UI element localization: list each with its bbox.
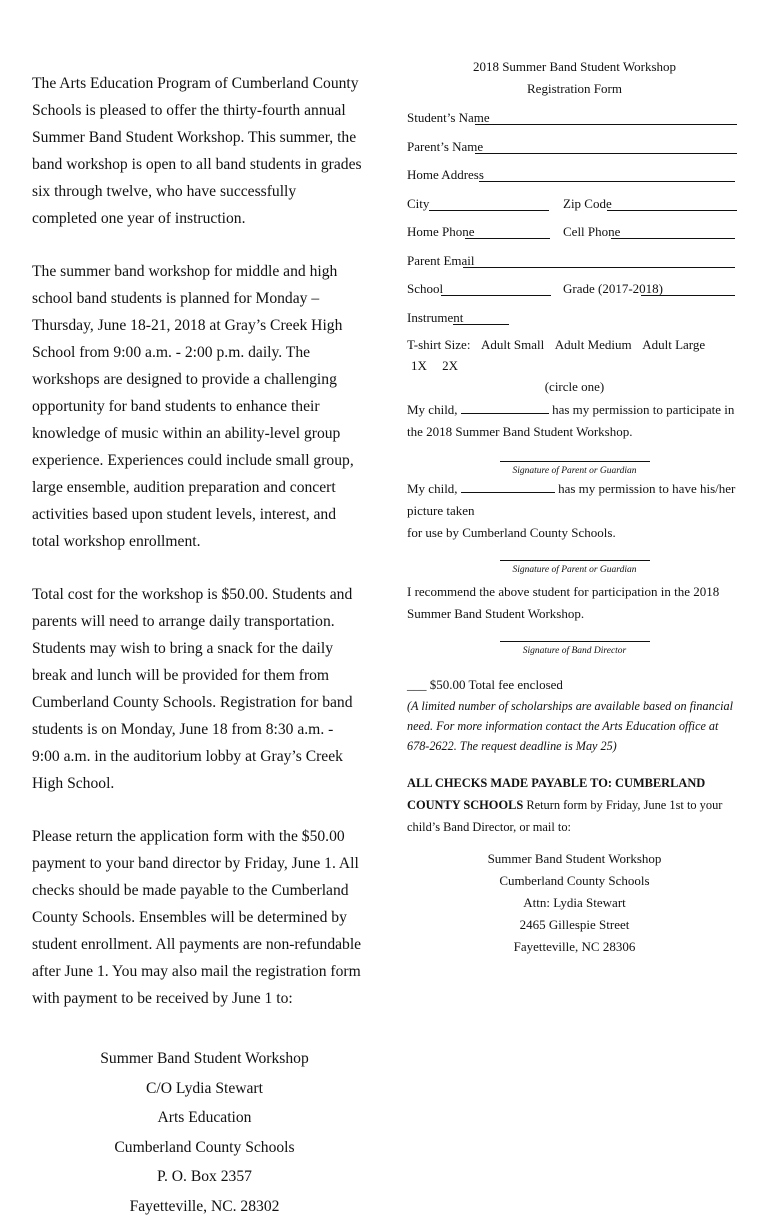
phone-row (407, 214, 742, 243)
grade-label: Grade (2017-2018) (563, 281, 663, 297)
address-line: Summer Band Student Workshop (407, 848, 742, 870)
parent-name-field[interactable] (475, 153, 737, 154)
checks-payable: ALL CHECKS MADE PAYABLE TO: CUMBERLAND COUNTY SCHOOLS (407, 776, 705, 812)
perm-text: My child, (407, 481, 461, 496)
info-column (32, 70, 362, 1221)
child-name-field[interactable] (461, 480, 555, 493)
fee-text: $50.00 Total fee enclosed (427, 677, 563, 692)
address-line: Cumberland County Schools (407, 870, 742, 892)
home-phone-field[interactable] (465, 238, 550, 239)
permission-participate (407, 399, 742, 443)
address-line: 2465 Gillespie Street (407, 914, 742, 936)
instrument-field[interactable] (453, 324, 509, 325)
checks-notice (407, 772, 742, 838)
instrument-label: Instrument (407, 310, 463, 326)
student-name-label: Student’s Name (407, 110, 490, 126)
address-line: Fayetteville, NC. 28302 (32, 1192, 377, 1221)
return-address (407, 848, 742, 958)
school-grade-row (407, 271, 742, 300)
home-address-field[interactable] (479, 181, 735, 182)
city-label: City (407, 196, 429, 212)
form-subtitle: Registration Form (407, 78, 742, 100)
mailing-address (32, 1044, 377, 1221)
tshirt-option[interactable]: 1X (411, 358, 427, 373)
instrument-row (407, 300, 742, 329)
city-field[interactable] (429, 210, 549, 211)
zip-field[interactable] (607, 210, 737, 211)
tshirt-label: T-shirt Size: (407, 337, 470, 352)
perm-text: My child, (407, 402, 461, 417)
parent-signature-caption: Signature of Parent or Guardian (407, 565, 742, 575)
address-line: Fayetteville, NC 28306 (407, 936, 742, 958)
director-signature-caption: Signature of Band Director (407, 646, 742, 656)
parent-signature-caption: Signature of Parent or Guardian (407, 466, 742, 476)
home-phone-label: Home Phone (407, 224, 475, 240)
home-address-row (407, 157, 742, 186)
perm-text: the 2018 Summer Band Student Workshop. (407, 424, 632, 439)
schedule-paragraph: The summer band workshop for middle and high school band students is planned for Monday – Thursday, June 18-21, 2018 at Gray’s Creek High School from 9:00 a.m. - 2:00 p.m. daily. The workshops are designed to provide a challenging opportunity for band students to enhance their knowledge of music within an ability-level group experience. Experiences could include small group, large ensemble, audition preparation and concert activities based upon student levels, interest, and total workshop enrollment. (32, 258, 362, 555)
school-field[interactable] (441, 295, 551, 296)
perm-text: has my permission to participate in (549, 402, 735, 417)
registration-form (407, 56, 742, 958)
fee-checkbox-blank[interactable]: ___ (407, 677, 427, 692)
tshirt-option[interactable]: 2X (442, 358, 458, 373)
parent-email-field[interactable] (463, 267, 735, 268)
cell-phone-field[interactable] (611, 238, 735, 239)
address-line: Cumberland County Schools (32, 1133, 377, 1163)
director-signature-line[interactable] (500, 641, 650, 642)
checks-return: Return form by Friday, June 1st to your child’s Band Director, or mail to: (407, 798, 722, 834)
fee-line (407, 674, 742, 696)
address-line: Arts Education (32, 1103, 377, 1133)
form-title: 2018 Summer Band Student Workshop (407, 56, 742, 78)
intro-paragraph: The Arts Education Program of Cumberland County Schools is pleased to offer the thirty-fourth annual Summer Band Student Workshop. This summer, the band workshop is open to all band students in grades six through twelve, who have successfully completed one year of instruction. (32, 70, 362, 232)
student-name-field[interactable] (475, 124, 737, 125)
home-address-label: Home Address (407, 167, 484, 183)
student-name-row (407, 100, 742, 129)
tshirt-option[interactable]: Adult Medium (555, 337, 632, 352)
circle-one-note: (circle one) (407, 376, 742, 397)
perm-text: for use by Cumberland County Schools. (407, 525, 616, 540)
city-zip-row (407, 186, 742, 215)
parent-name-label: Parent’s Name (407, 139, 483, 155)
cost-paragraph: Total cost for the workshop is $50.00. Students and parents will need to arrange daily transportation. Students may wish to bring a snack for the daily break and lunch will be provided for them from Cumberland County Schools. Registration for band students is on Monday, June 18 from 8:30 a.m. - 9:00 a.m. in the auditorium lobby at Gray’s Creek High School. (32, 581, 362, 797)
school-label: School (407, 281, 443, 297)
parent-signature-line[interactable] (500, 560, 650, 561)
parent-email-row (407, 243, 742, 272)
parent-email-label: Parent Email (407, 253, 475, 269)
scholarship-note: (A limited number of scholarships are available based on financial need. For more information contact the Arts Education office at 678-2622. The request deadline is May 25) (407, 696, 742, 756)
tshirt-option[interactable]: Adult Small (481, 337, 544, 352)
address-line: P. O. Box 2357 (32, 1162, 377, 1192)
director-recommendation: I recommend the above student for participation in the 2018 Summer Band Student Workshop. (407, 581, 742, 625)
address-line: Attn: Lydia Stewart (407, 892, 742, 914)
cell-phone-label: Cell Phone (563, 224, 620, 240)
parent-name-row (407, 129, 742, 158)
return-paragraph: Please return the application form with the $50.00 payment to your band director by Friday, June 1. All checks should be made payable to the Cumberland County Schools. Ensembles will be determined by student enrollment. All payments are non-refundable after June 1. You may also mail the registration form with payment to be received by June 1 to: (32, 823, 362, 1012)
grade-field[interactable] (641, 295, 735, 296)
permission-picture (407, 478, 742, 544)
tshirt-option[interactable]: Adult Large (642, 337, 705, 352)
address-line: C/O Lydia Stewart (32, 1074, 377, 1104)
address-line: Summer Band Student Workshop (32, 1044, 377, 1074)
child-name-field[interactable] (461, 401, 549, 414)
parent-signature-line[interactable] (500, 461, 650, 462)
tshirt-size-section (407, 334, 742, 397)
zip-label: Zip Code (563, 196, 612, 212)
perm-text: has my permission to have his/her picture taken (407, 481, 735, 518)
